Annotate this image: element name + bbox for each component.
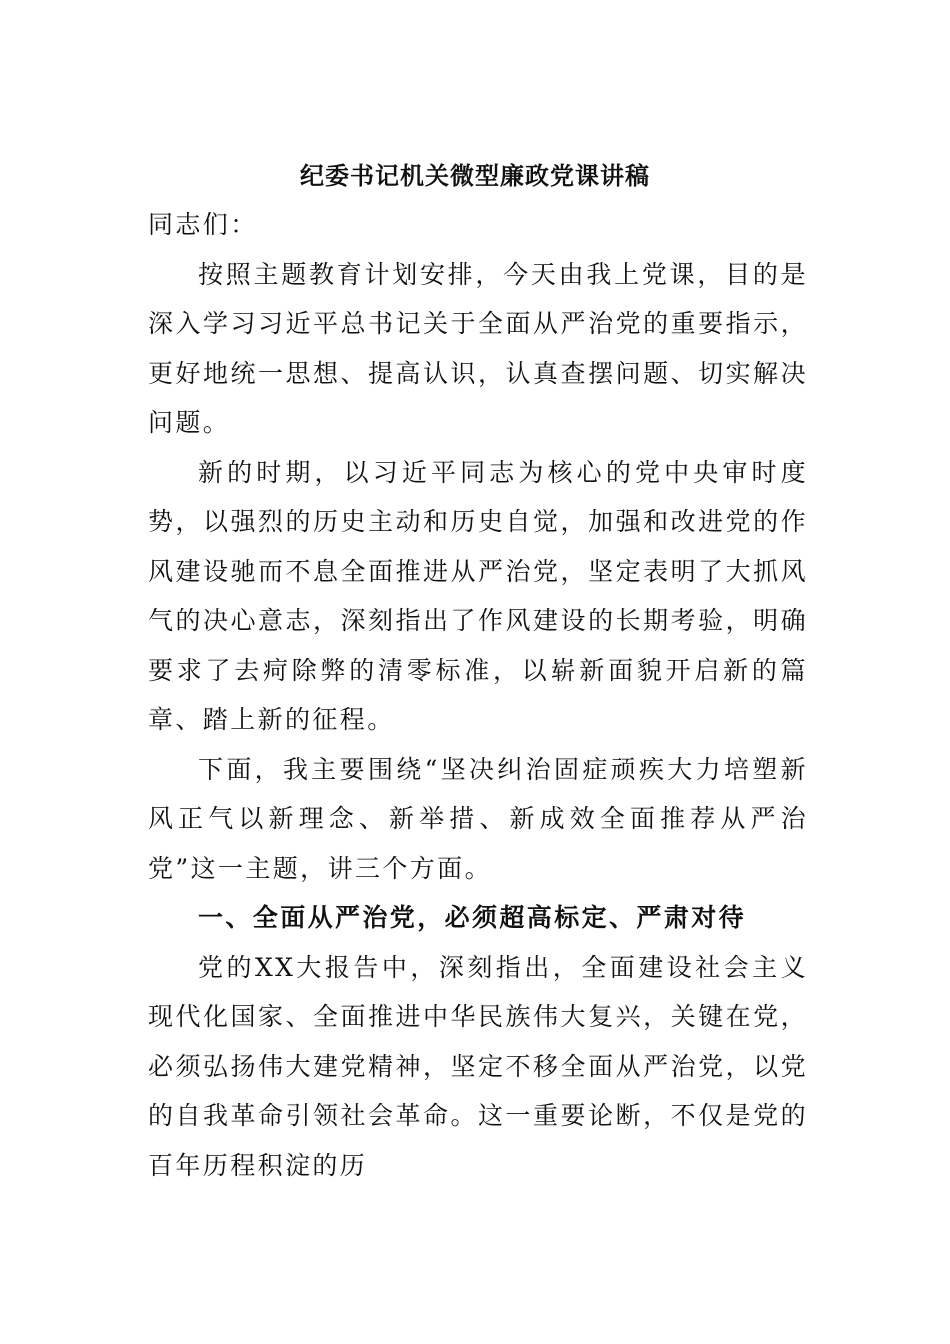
paragraph-theme: 下面，我主要围绕“坚决纠治固症顽疾大力培塑新风正气以新理念、新举措、新成效全面推荐从严治党”这一主题，讲三个方面。 <box>148 754 808 883</box>
document-body <box>148 200 808 1190</box>
salutation: 同志们： <box>148 210 258 239</box>
paragraph-intro: 按照主题教育计划安排，今天由我上党课，目的是深入学习习近平总书记关于全面从严治党的重要指示，更好地统一思想、提高认识，认真查摆问题、切实解决问题。 <box>148 259 808 437</box>
document-title: 纪委书记机关微型廉政党课讲稿 <box>300 161 650 190</box>
section-paragraph: 党的XX大报告中，深刻指出，全面建设社会主义现代化国家、全面推进中华民族伟大复兴，关键在党，必须弘扬伟大建党精神，坚定不移全面从严治党，以党的自我革命引领社会革命。这一重要论断，不仅是党的百年历程积淀的历 <box>148 952 808 1180</box>
section-heading: 一、全面从严治党，必须超高标定、严肃对待 <box>198 903 747 932</box>
paragraph-context: 新的时期，以习近平同志为核心的党中央审时度势，以强烈的历史主动和历史自觉，加强和改进党的作风建设驰而不息全面推进从严治党，坚定表明了大抓风气的决心意志，深刻指出了作风建设的长期考验，明确要求了去疴除弊的清零标准，以崭新面貌开启新的篇章、踏上新的征程。 <box>148 457 808 734</box>
